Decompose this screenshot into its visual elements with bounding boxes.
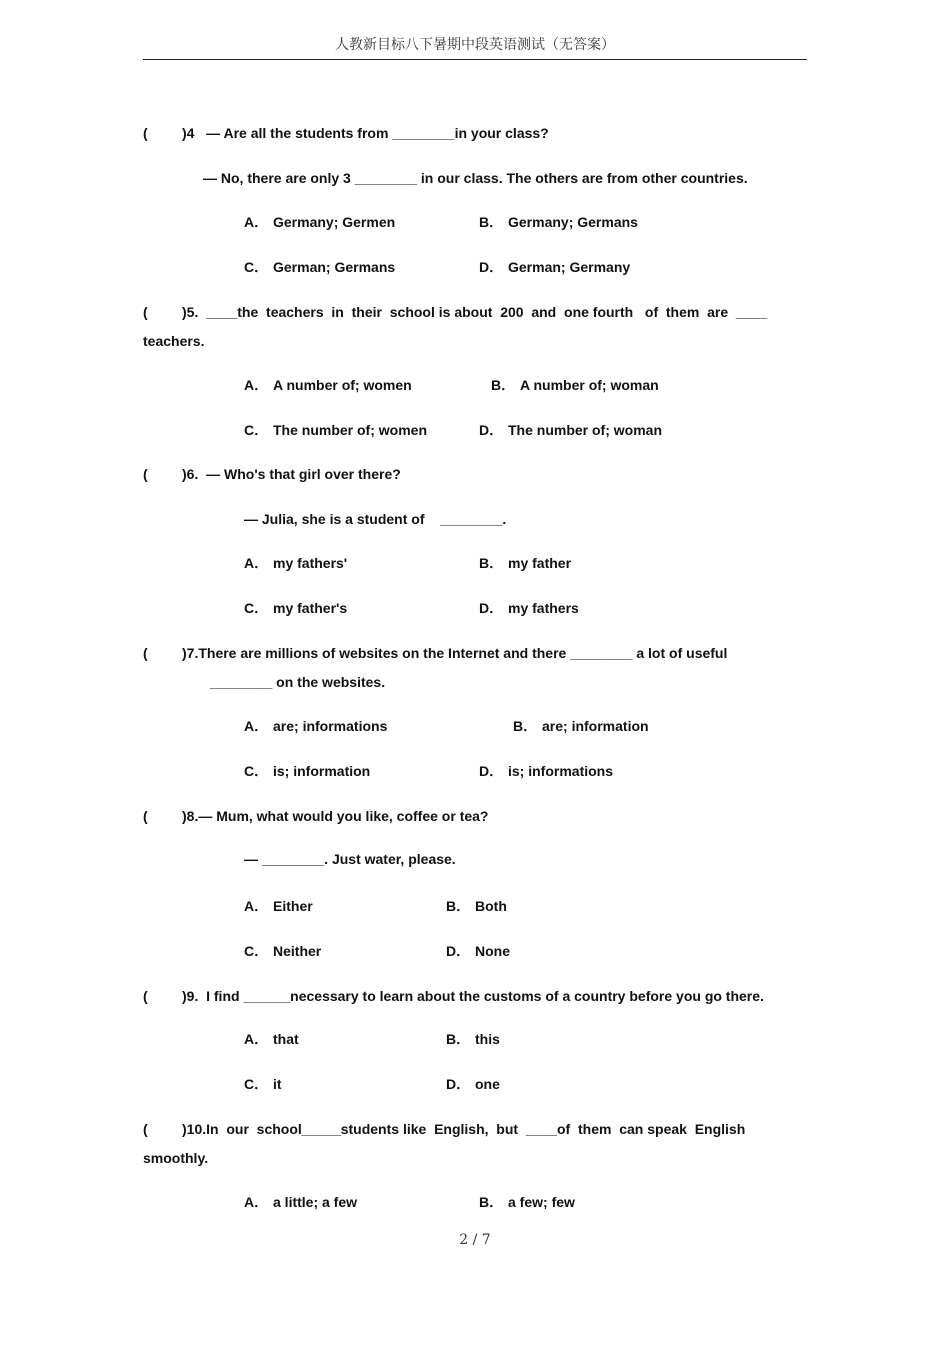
page-header-title: 人教新目标八下暑期中段英语测试（无答案） <box>335 37 615 53</box>
option-letter: C． <box>244 259 269 275</box>
option-a <box>244 213 395 231</box>
option-text: one <box>475 1076 500 1092</box>
option-d <box>479 421 662 439</box>
option-letter: A． <box>244 1194 269 1210</box>
option-letter: D． <box>479 422 504 438</box>
option-letter: C． <box>244 763 269 779</box>
option-c <box>244 1075 282 1093</box>
option-text: A number of; women <box>273 377 412 393</box>
option-a <box>244 554 347 572</box>
option-letter: D． <box>479 600 504 616</box>
option-text: a few; few <box>508 1194 575 1210</box>
answer-paren: ( <box>143 125 148 141</box>
option-letter: A． <box>244 377 269 393</box>
option-letter: C． <box>244 1076 269 1092</box>
option-letter: B． <box>446 898 471 914</box>
option-b <box>491 376 659 394</box>
question-stem-continued: ________ on the websites. <box>210 674 386 690</box>
option-c <box>244 942 321 960</box>
option-d <box>446 942 510 960</box>
option-c <box>244 421 427 439</box>
question-stem-continued: — No, there are only 3 ________ in our class. The others are from other countries. <box>203 170 748 186</box>
question-stem-continued: — ________. Just water, please. <box>244 851 456 867</box>
page-number: 2 / 7 <box>459 1232 491 1248</box>
option-c <box>244 258 395 276</box>
option-text: my fathers' <box>273 555 348 571</box>
option-letter: A． <box>244 898 269 914</box>
option-letter: B． <box>479 214 504 230</box>
option-text: it <box>273 1076 282 1092</box>
option-a <box>244 376 412 394</box>
option-text: my father <box>508 555 572 571</box>
option-letter: C． <box>244 600 269 616</box>
question-stem: )7.There are millions of websites on the Internet and there ________ a lot of useful <box>182 645 728 661</box>
option-b <box>479 1193 575 1211</box>
question-stem-continued: teachers. <box>143 333 205 349</box>
option-d <box>479 762 613 780</box>
option-b <box>479 554 571 572</box>
answer-paren: ( <box>143 304 148 320</box>
option-a <box>244 1193 357 1211</box>
answer-paren: ( <box>143 645 148 661</box>
option-letter: D． <box>446 1076 471 1092</box>
option-text: are; information <box>542 718 649 734</box>
option-text: a little; a few <box>273 1194 358 1210</box>
question-stem-continued: — Julia, she is a student of ________. <box>244 511 507 527</box>
option-text: Neither <box>273 943 322 959</box>
option-text: is; informations <box>508 763 614 779</box>
option-letter: A． <box>244 555 269 571</box>
option-text: my fathers <box>508 600 579 616</box>
option-text: A number of; woman <box>520 377 659 393</box>
option-letter: B． <box>513 718 538 734</box>
option-a <box>244 717 387 735</box>
option-a <box>244 897 313 915</box>
option-text: this <box>475 1031 500 1047</box>
question-stem-continued: smoothly. <box>143 1150 209 1166</box>
option-letter: A． <box>244 718 269 734</box>
option-text: are; informations <box>273 718 388 734</box>
answer-paren: ( <box>143 466 148 482</box>
option-text: that <box>273 1031 299 1047</box>
option-b <box>446 1030 500 1048</box>
option-letter: B． <box>479 1194 504 1210</box>
option-text: Both <box>475 898 507 914</box>
option-text: Germany; Germen <box>273 214 396 230</box>
option-letter: D． <box>479 259 504 275</box>
header-divider <box>143 59 807 60</box>
answer-paren: ( <box>143 808 148 824</box>
option-letter: D． <box>479 763 504 779</box>
option-c <box>244 599 347 617</box>
option-text: None <box>475 943 510 959</box>
option-b <box>513 717 649 735</box>
option-text: Germany; Germans <box>508 214 638 230</box>
option-text: my father's <box>273 600 348 616</box>
option-text: German; Germans <box>273 259 396 275</box>
option-text: The number of; women <box>273 422 427 438</box>
option-text: Either <box>273 898 313 914</box>
option-b <box>479 213 638 231</box>
option-letter: B． <box>446 1031 471 1047</box>
question-stem: )6. — Who's that girl over there? <box>182 466 401 482</box>
question-stem: )9. I find ______necessary to learn about the customs of a country before you go there. <box>182 988 764 1004</box>
option-d <box>446 1075 500 1093</box>
option-letter: D． <box>446 943 471 959</box>
option-d <box>479 599 579 617</box>
option-d <box>479 258 630 276</box>
option-text: The number of; woman <box>508 422 662 438</box>
option-letter: C． <box>244 943 269 959</box>
question-stem: )10.In our school_____students like English, but ____of them can speak English <box>182 1121 746 1137</box>
option-b <box>446 897 507 915</box>
option-c <box>244 762 370 780</box>
option-a <box>244 1030 299 1048</box>
option-letter: A． <box>244 214 269 230</box>
question-stem: )5. ____the teachers in their school is about 200 and one fourth of them are ____ <box>182 304 768 320</box>
option-letter: B． <box>479 555 504 571</box>
answer-paren: ( <box>143 1121 148 1137</box>
answer-paren: ( <box>143 988 148 1004</box>
option-letter: A． <box>244 1031 269 1047</box>
option-letter: C． <box>244 422 269 438</box>
option-letter: B． <box>491 377 516 393</box>
question-stem: )8.— Mum, what would you like, coffee or tea? <box>182 808 489 824</box>
option-text: German; Germany <box>508 259 631 275</box>
option-text: is; information <box>273 763 371 779</box>
question-stem: )4 — Are all the students from ________in your class? <box>182 125 549 141</box>
